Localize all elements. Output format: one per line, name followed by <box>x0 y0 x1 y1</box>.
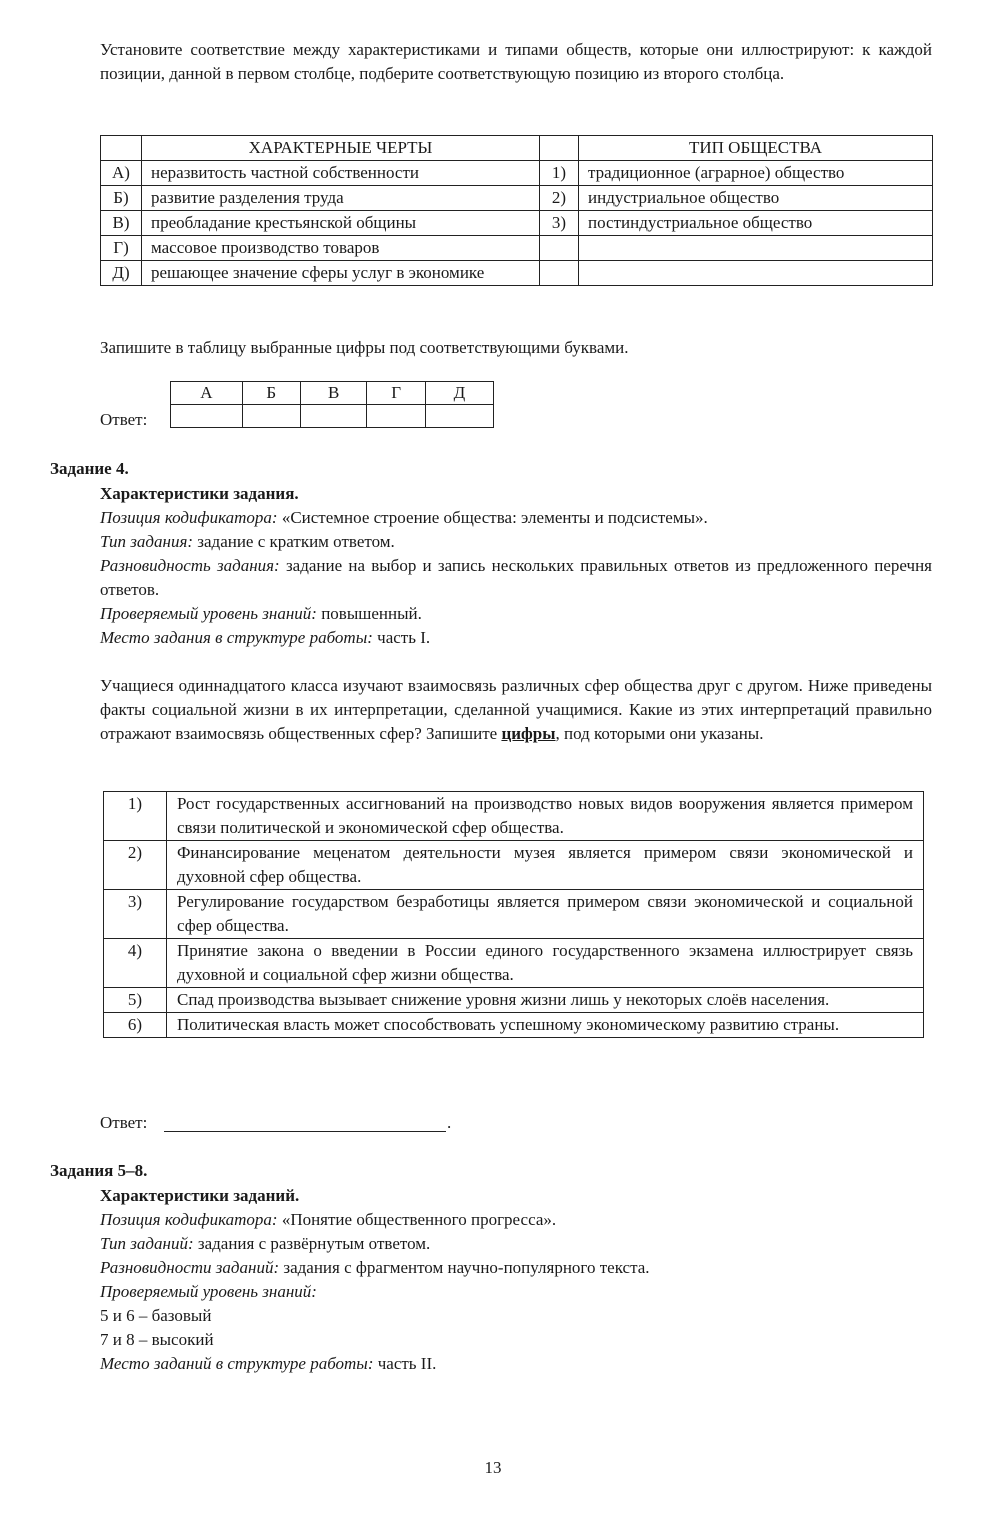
matching-table-header <box>101 136 933 161</box>
statement-number: 4) <box>104 939 167 988</box>
value: часть II. <box>377 1354 437 1373</box>
task3-intro: Установите соответствие между характеристиками и типами обществ, которые они иллюстрируют: к каждой позиции, данной в первом столбце, подберите соответствующую позицию из второго столбца. <box>100 40 932 83</box>
feature-text: неразвитость частной собственности <box>142 161 540 186</box>
feature-text: решающее значение сферы услуг в экономике <box>142 261 540 286</box>
statement-row <box>104 792 924 841</box>
feature-letter: Г) <box>101 236 142 261</box>
label: Позиция кодификатора: <box>100 1210 278 1229</box>
statement-number: 5) <box>104 988 167 1013</box>
task4-title: Задание 4. <box>50 459 129 478</box>
level-line: 5 и 6 – базовый <box>100 1306 212 1325</box>
type-number: 2) <box>540 186 579 211</box>
task58-title: Задания 5–8. <box>50 1161 148 1180</box>
label: Проверяемый уровень знаний: <box>100 604 317 623</box>
answer-grid-letter: Г <box>367 382 425 405</box>
types-header: ТИП ОБЩЕСТВА <box>579 136 933 161</box>
answer-grid-letter: А <box>171 382 243 405</box>
matching-row <box>101 161 933 186</box>
answer-line[interactable] <box>164 1131 446 1132</box>
answer-grid-cell[interactable] <box>425 405 493 428</box>
answer-grid-letter: Б <box>242 382 300 405</box>
task4-char-heading: Характеристики задания. <box>100 484 299 503</box>
feature-letter: Д) <box>101 261 142 286</box>
feature-letter: А) <box>101 161 142 186</box>
task3-answer-label: Ответ: <box>100 410 148 429</box>
answer-grid-cell[interactable] <box>367 405 425 428</box>
matching-row <box>101 211 933 236</box>
statement-text: Финансирование меценатом деятельности музея является примером связи экономической и духовной сфер общества. <box>167 841 924 890</box>
value: задания с развёрнутым ответом. <box>197 1234 431 1253</box>
feature-text: развитие разделения труда <box>142 186 540 211</box>
matching-row <box>101 186 933 211</box>
feature-text: преобладание крестьянской общины <box>142 211 540 236</box>
statement-number: 6) <box>104 1013 167 1038</box>
label: Тип заданий: <box>100 1234 194 1253</box>
matching-row <box>101 261 933 286</box>
statement-text: Спад производства вызывает снижение уровня жизни лишь у некоторых слоёв населения. <box>167 988 924 1013</box>
statement-text: Принятие закона о введении в России единого государственного экзамена иллюстрирует связь духовной и социальной сфер жизни общества. <box>167 939 924 988</box>
statement-row <box>104 841 924 890</box>
statements-table <box>103 791 924 1038</box>
value: задание с кратким ответом. <box>197 532 395 551</box>
statement-number: 1) <box>104 792 167 841</box>
statement-number: 3) <box>104 890 167 939</box>
value: «Понятие общественного прогресса». <box>281 1210 557 1229</box>
label: Разновидности заданий: <box>100 1258 280 1277</box>
value: задание на выбор и запись нескольких правильных ответов из предложенного перечня ответов. <box>100 556 932 599</box>
statement-row <box>104 939 924 988</box>
label: Место заданий в структуре работы: <box>100 1354 374 1373</box>
answer-grid-cell[interactable] <box>171 405 243 428</box>
statement-text: Политическая власть может способствовать успешному экономическому развитию страны. <box>167 1013 924 1038</box>
label: Тип задания: <box>100 532 194 551</box>
label: Проверяемый уровень знаний: <box>100 1282 317 1301</box>
task4-answer-label: Ответ: <box>100 1113 148 1132</box>
task4-answer <box>100 1111 460 1135</box>
task58-characteristics <box>100 1184 932 1376</box>
answer-grid-letter: В <box>300 382 367 405</box>
task58-char-heading: Характеристики заданий. <box>100 1186 300 1205</box>
value: «Системное строение общества: элементы и подсистемы». <box>281 508 708 527</box>
statement-number: 2) <box>104 841 167 890</box>
answer-grid <box>170 381 494 428</box>
task3-instruction: Запишите в таблицу выбранные цифры под соответствующими буквами. <box>100 338 629 357</box>
feature-text: массовое производство товаров <box>142 236 540 261</box>
type-text: постиндустриальное общество <box>579 211 933 236</box>
statement-row <box>104 1013 924 1038</box>
value: часть I. <box>377 628 431 647</box>
type-number: 3) <box>540 211 579 236</box>
feature-letter: В) <box>101 211 142 236</box>
answer-grid-cell[interactable] <box>300 405 367 428</box>
type-number: 1) <box>540 161 579 186</box>
statement-row <box>104 988 924 1013</box>
matching-row <box>101 236 933 261</box>
label: Место задания в структуре работы: <box>100 628 373 647</box>
value: задания с фрагментом научно-популярного текста. <box>283 1258 650 1277</box>
answer-grid-cell[interactable] <box>242 405 300 428</box>
page-number: 13 <box>484 1458 502 1477</box>
task4-question: Учащиеся одиннадцатого класса изучают взаимосвязь различных сфер общества друг с другом. Ниже приведены факты социальной жизни в их интерпретации, сделанной учащимися. Какие из этих интерпретаций правильно отражают взаимосвязь общественных сфер? Запишите цифры, под которыми они указаны. <box>100 676 932 743</box>
level-line: 7 и 8 – высокий <box>100 1330 214 1349</box>
statement-row <box>104 890 924 939</box>
label: Позиция кодификатора: <box>100 508 278 527</box>
answer-grid-letter: Д <box>425 382 493 405</box>
matching-table <box>100 135 933 286</box>
features-header: ХАРАКТЕРНЫЕ ЧЕРТЫ <box>142 136 540 161</box>
answer-end: . <box>447 1113 452 1132</box>
type-text: индустриальное общество <box>579 186 933 211</box>
task4-characteristics <box>100 482 932 650</box>
feature-letter: Б) <box>101 186 142 211</box>
emphasis-word: цифры <box>501 724 556 743</box>
label: Разновидность задания: <box>100 556 280 575</box>
statement-text: Регулирование государством безработицы является примером связи экономической и социальной сфер общества. <box>167 890 924 939</box>
type-text: традиционное (аграрное) общество <box>579 161 933 186</box>
statement-text: Рост государственных ассигнований на производство новых видов вооружения является примером связи политической и экономической сфер общества. <box>167 792 924 841</box>
value: повышенный. <box>321 604 422 623</box>
